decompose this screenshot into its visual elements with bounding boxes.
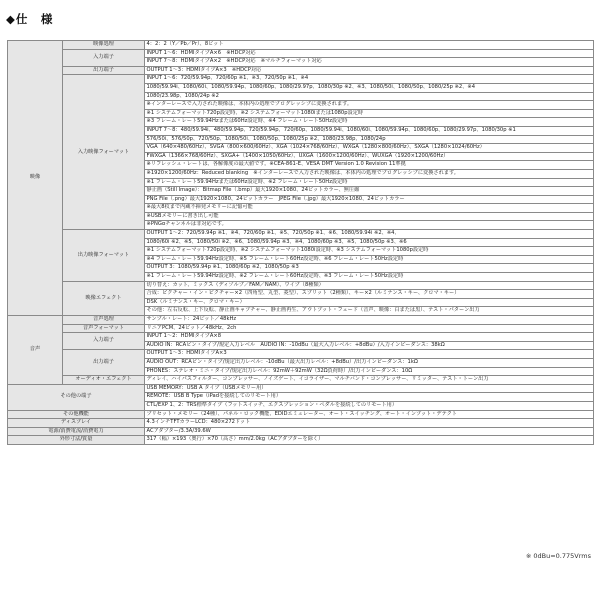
value-cell: ACアダプター/3.3A/39.6W xyxy=(145,427,594,436)
subcategory-cell: 出力端子 xyxy=(63,66,145,75)
value-cell: REMOTE：USB B Type（iPadを接続してのリモート用） xyxy=(145,393,594,402)
value-cell: ディレイ、ハイパスフィルター、コンプレッサー、ノイズゲート、イコライザー、マルチバンド・コンプレッサー、リミッター、テスト・トーン出力 xyxy=(145,376,594,385)
value-cell: 合成：ピクチャー・イン・ピクチャー×2（四角型、丸型、菱型）、スプリット（2種類）、キー×2（ルミナンス・キー、クロマ・キー） xyxy=(145,290,594,299)
value-cell: 切り替え：カット、ミックス（ディゾルブ／FAM／NAM）、ワイプ（8種類） xyxy=(145,281,594,290)
value-cell: DSK（ルミナンス・キー、クロマ・キー） xyxy=(145,298,594,307)
category-cell: その他機能 xyxy=(8,410,145,419)
value-cell: INPUT 1〜2：HDMIタイプA×8 xyxy=(145,333,594,342)
spec-table xyxy=(7,40,594,445)
value-cell: 1080/23.98p、1080/24p ※2 xyxy=(145,92,594,101)
value-cell: 4：2：2（Y／Pb／Pr）、8ビット xyxy=(145,41,594,50)
value-cell: OUTPUT 1〜2：720/59.94p ※1、※4、720/60p ※1、※5、720/50p ※1、※6、1080/59.94i ※2、※4、 xyxy=(145,230,594,239)
category-cell: 音声 xyxy=(8,316,63,385)
value-cell: AUDIO IN：RCAピン・タイプ/規定入力レベル AUDIO IN：-10dBu（最大入力レベル：+8dBu）/入力インピーダンス：38kΩ xyxy=(145,341,594,350)
value-cell: PHONES：ステレオ・ミニ・タイプ/規定出力レベル：92mW＋92mW（32Ω負荷時）/出力インピーダンス：10Ω xyxy=(145,367,594,376)
value-cell: AUDIO OUT：RCAピン・タイプ/規定出力レベル：-10dBu（最大出力レベル：+8dBu）/出力インピーダンス：1kΩ xyxy=(145,358,594,367)
value-cell: ※USBメモリーに書き出し可能 xyxy=(145,212,594,221)
page-heading: ◆仕 様 xyxy=(6,12,54,26)
value-cell: INPUT 7〜8：480/59.94i、480/59.94p、720/59.94p、720/60p、1080/59.94i、1080/60i、1080/59.94p、1080/60p、1080/29.97p、1080/30p ※1 xyxy=(145,126,594,135)
subcategory-cell: 入力端子 xyxy=(63,49,145,66)
subcategory-cell: 音声フォーマット xyxy=(63,324,145,333)
subcategory-cell: 音声処理 xyxy=(63,316,145,325)
value-cell: OUTPUT 1〜3：HDMIタイプA×3 ※HDCP対応 xyxy=(145,66,594,75)
subcategory-cell: 出力映像フォーマット xyxy=(63,230,145,282)
value-cell: ※インターレースで入力された映像は、本体内の処理でプログレッシブに変換されます。 xyxy=(145,101,594,110)
subcategory-cell: 映像エフェクト xyxy=(63,281,145,315)
value-cell: ※PNGαチャンネルは非対応です。 xyxy=(145,221,594,230)
category-cell: ディスプレイ xyxy=(8,419,145,428)
value-cell: 317（幅）×193（奥行）×70（高さ）mm/2.0kg（ACアダプターを除く） xyxy=(145,436,594,445)
value-cell: プリセット・メモリー（24種）、パネル・ロック機能、EDIDエミュレーター、オート・スイッチング、オート・インプット・デテクト xyxy=(145,410,594,419)
value-cell: 576/50i、576/50p、720/50p、1080/50i、1080/50p、1080/25p ※2、1080/23.98p、1080/24p xyxy=(145,135,594,144)
value-cell: ※1 システムフォーマット720p設定時、※2 システムフォーマット1080iまたは1080p設定時 xyxy=(145,109,594,118)
value-cell: サンプル・レート：24ビット／48kHz xyxy=(145,316,594,325)
value-cell: 4.3インチTFTカラーLCD：480×272ドット xyxy=(145,419,594,428)
value-cell: USB MEMORY：USB A タイプ（USBメモリー用） xyxy=(145,384,594,393)
category-cell: 電源/消費電流/消費電力 xyxy=(8,427,145,436)
value-cell: ※4 フレーム・レート59.94Hz設定時、※5 フレーム・レート60Hz設定時、※6 フレーム・レート50Hz設定時 xyxy=(145,255,594,264)
subcategory-cell: オーディオ・エフェクト xyxy=(63,376,145,385)
value-cell: INPUT 1〜6：720/59.94p、720/60p ※1、※3、720/50p ※1、※4 xyxy=(145,75,594,84)
value-cell: 静止画（Still Image）：Bitmap File（.bmp）最大1920×1080、24ビットカラー、無圧縮 xyxy=(145,187,594,196)
value-cell: INPUT 7〜8：HDMIタイプA×2 ※HDCP対応 ※マルチフォーマット対応 xyxy=(145,58,594,67)
value-cell: CTL/EXP 1、2：TRS標準タイプ（フットスイッチ、エクスプレッション・ペダルを接続してのリモート用） xyxy=(145,401,594,410)
value-cell: ※最大8枚まで内蔵不揮発メモリーに記憶可能 xyxy=(145,204,594,213)
value-cell: PNG File（.png）最大1920×1080、24ビットカラー JPEG File（.jpg）最大1920×1080、24ビットカラー xyxy=(145,195,594,204)
footnote: ※ 0dBu=0.775Vrms xyxy=(525,552,591,560)
value-cell: ※1 フレーム・レート59.94Hzまたは60Hz設定時、※2 フレーム・レート50Hz設定時 xyxy=(145,178,594,187)
value-cell: 1080/60i ※2、※5、1080/50i ※2、※6、1080/59.94p ※3、※4、1080/60p ※3、※5、1080/50p ※3、※6 xyxy=(145,238,594,247)
value-cell: その他：左右反転、上下反転、静止画キャプチャー、静止画再生、アウトプット・フェード（音声、映像：白または黒）、テスト・パターン出力 xyxy=(145,307,594,316)
value-cell: ※1 システムフォーマット720p設定時、※2 システムフォーマット1080i設定時、※3 システムフォーマット1080p設定時 xyxy=(145,247,594,256)
value-cell: リニアPCM、24ビット／48kHz、2ch xyxy=(145,324,594,333)
subcategory-cell: 映像処理 xyxy=(63,41,145,50)
value-cell: FWXGA（1366×768/60Hz）、SXGA+（1400×1050/60Hz）、UXGA（1600×1200/60Hz）、WUXGA（1920×1200/60Hz） xyxy=(145,152,594,161)
value-cell: ※リフレッシュ・レートは、各解像度の最大値です。※CEA-861-E、VESA DMT Version 1.0 Revision 11準拠 xyxy=(145,161,594,170)
value-cell: INPUT 1〜6：HDMIタイプA×6 ※HDCP対応 xyxy=(145,49,594,58)
value-cell: ※1 フレーム・レート59.94Hz設定時、※2 フレーム・レート60Hz設定時、※3 フレーム・レート50Hz設定時 xyxy=(145,273,594,282)
value-cell: 1080/59.94i、1080/60i、1080/59.94p、1080/60p、1080/29.97p、1080/30p ※2、※3、1080/50i、1080/50p、1080/25p ※2、※4 xyxy=(145,83,594,92)
value-cell: VGA（640×480/60Hz）、SVGA（800×600/60Hz）、XGA（1024×768/60Hz）、WXGA（1280×800/60Hz）、SXGA（1280×1024/60Hz） xyxy=(145,144,594,153)
value-cell: OUTPUT 1〜3：HDMIタイプA×3 xyxy=(145,350,594,359)
category-cell: その他の端子 xyxy=(8,384,145,410)
value-cell: ※1920×1200/60Hz：Reduced blanking ※インターレースで入力された映像は、本体内の処理でプログレッシブに変換されます。 xyxy=(145,169,594,178)
value-cell: OUTPUT 3：1080/59.94p ※1、1080/60p ※2、1080/50p ※3 xyxy=(145,264,594,273)
category-cell: 外形寸法/質量 xyxy=(8,436,145,445)
subcategory-cell: 出力端子 xyxy=(63,350,145,376)
subcategory-cell: 入力映像フォーマット xyxy=(63,75,145,230)
value-cell: ※3 フレーム・レート59.94Hzまたは60Hz設定時、※4 フレーム・レート50Hz設定時 xyxy=(145,118,594,127)
category-cell: 映像 xyxy=(8,41,63,316)
subcategory-cell: 入力端子 xyxy=(63,333,145,350)
